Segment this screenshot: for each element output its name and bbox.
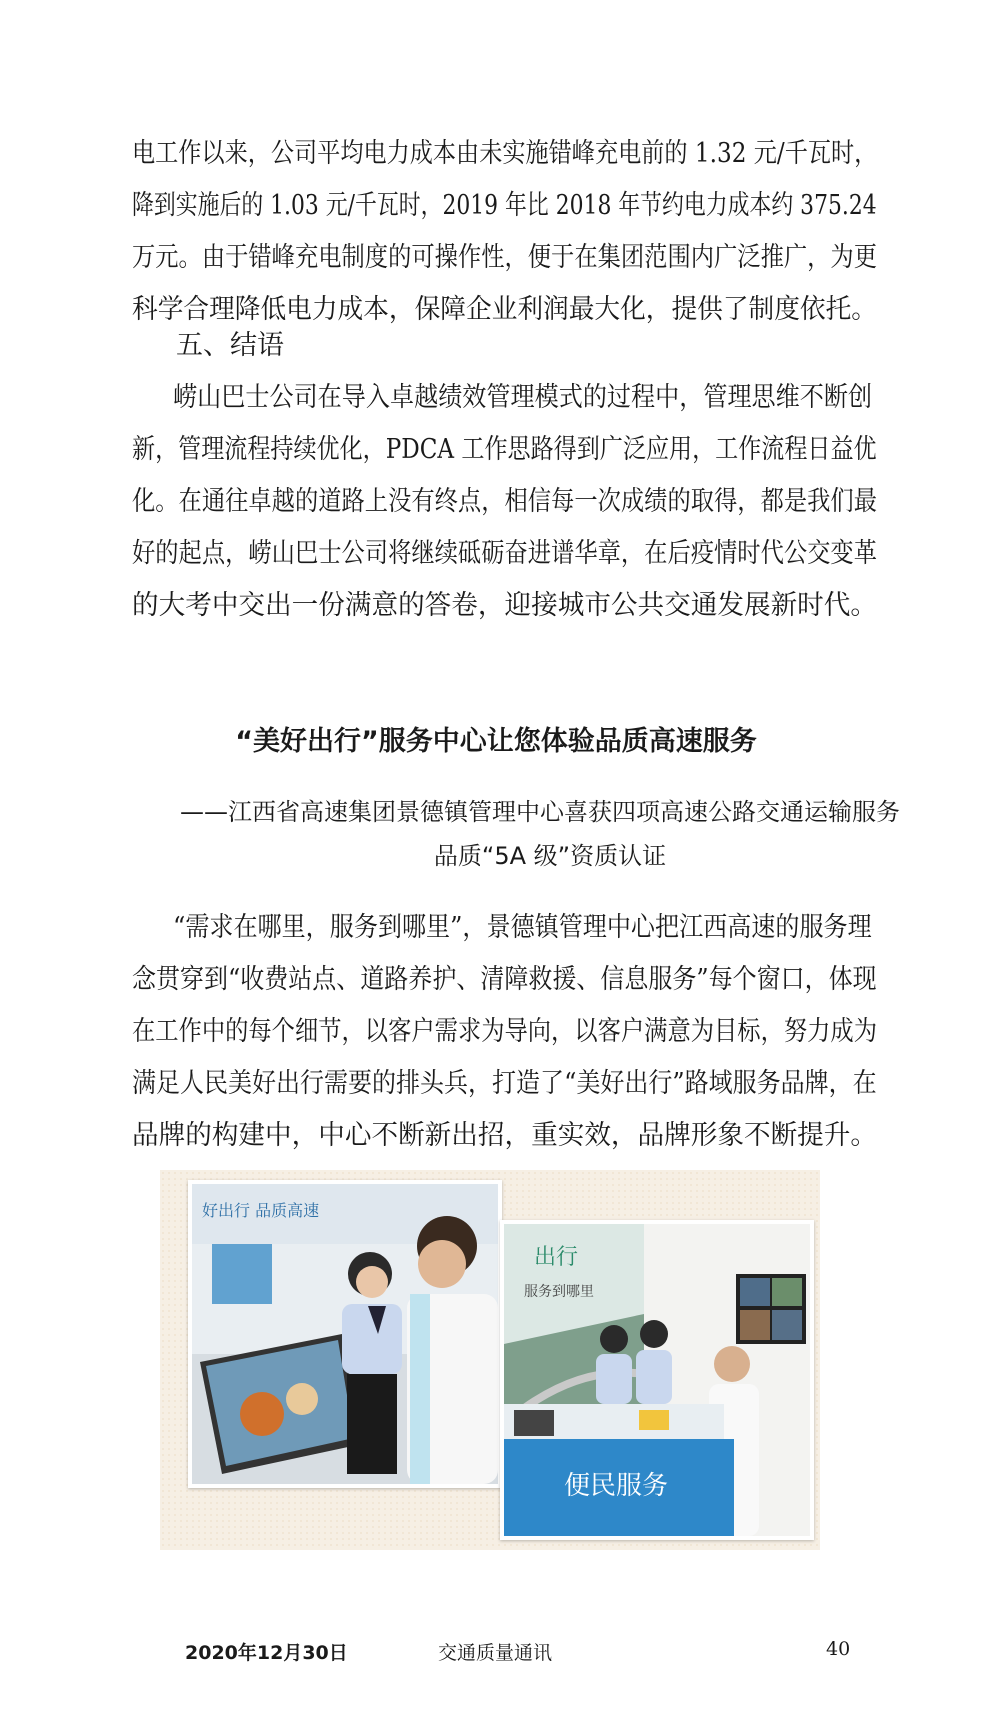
photo-right-illustration (504, 1224, 810, 1536)
section-heading: 五、结语 (176, 330, 284, 361)
footer-date: 2020年12月30日 (185, 1642, 348, 1664)
text-line: 的大考中交出一份满意的答卷，迎接城市公共交通发展新时代。 (132, 590, 877, 621)
text-line: 念贯穿到“收费站点、道路养护、清障救援、信息服务”每个窗口，体现 (132, 964, 877, 995)
text-line: 电工作以来，公司平均电力成本由未实施错峰充电前的 1.32 元/千瓦时， (132, 138, 878, 169)
service-center-photo-right (500, 1220, 814, 1540)
text-line: 新，管理流程持续优化，PDCA 工作思路得到广泛应用，工作流程日益优 (132, 434, 877, 465)
text-line: “需求在哪里，服务到哪里”，景德镇管理中心把江西高速的服务理 (173, 912, 872, 943)
text-line: 满足人民美好出行需要的排头兵，打造了“美好出行”路域服务品牌，在 (132, 1068, 877, 1099)
text-line: 好的起点，崂山巴士公司将继续砥砺奋进谱华章，在后疫情时代公交变革 (132, 538, 877, 569)
subtitle-line: ——江西省高速集团景德镇管理中心喜获四项高速公路交通运输服务 (180, 798, 900, 826)
counter-text: 便民服务 (564, 1471, 669, 1501)
conclusion-paragraph (132, 372, 877, 632)
text-line: 在工作中的每个细节，以客户需求为导向，以客户满意为目标，努力成为 (132, 1016, 877, 1047)
text-line: 万元。由于错峰充电制度的可操作性，便于在集团范围内广泛推广，为更 (132, 242, 877, 273)
text-line: 科学合理降低电力成本，保障企业利润最大化，提供了制度依托。 (132, 294, 877, 325)
service-center-photo-left (188, 1180, 502, 1488)
article-title: “美好出行”服务中心让您体验品质高速服务 (235, 726, 757, 757)
continuation-paragraph (132, 128, 877, 336)
sign-logo: 出行 (534, 1245, 579, 1270)
photo-left-illustration (192, 1184, 498, 1484)
photo-collage (160, 1170, 820, 1550)
text-line: 降到实施后的 1.03 元/千瓦时，2019 年比 2018 年节约电力成本约 375.24 (132, 190, 877, 221)
sign-slogan: 服务到哪里 (524, 1284, 594, 1300)
subtitle-line: 品质“5A 级”资质认证 (433, 842, 667, 870)
text-line: 化。在通往卓越的道路上没有终点，相信每一次成绩的取得，都是我们最 (132, 486, 877, 517)
sign-text: 好出行 品质高速 (202, 1201, 320, 1220)
article-body (132, 902, 877, 1162)
text-line: 崂山巴士公司在导入卓越绩效管理模式的过程中，管理思维不断创 (173, 382, 873, 413)
article-subtitle (180, 790, 900, 878)
text-line: 品牌的构建中，中心不断新出招，重实效，品牌形象不断提升。 (132, 1120, 877, 1151)
page-number: 40 (826, 1638, 851, 1660)
footer-publication: 交通质量通讯 (438, 1642, 553, 1664)
